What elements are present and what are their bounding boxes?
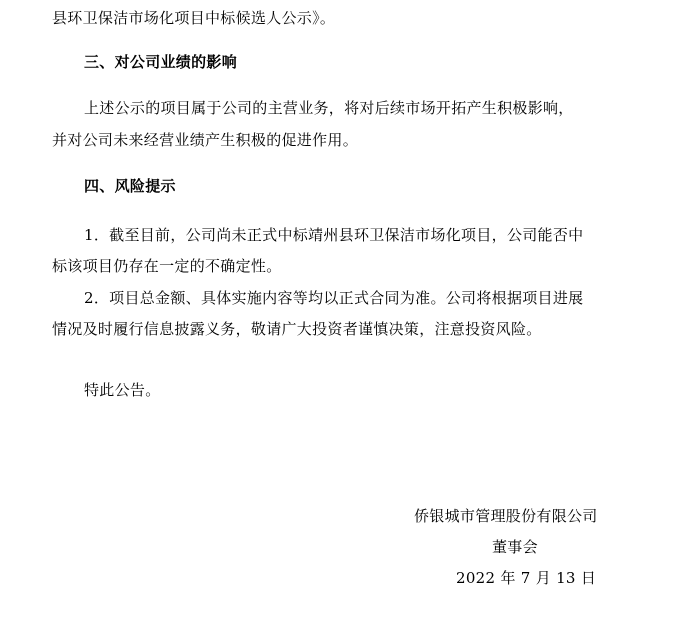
signature-board: 董事会 — [492, 538, 538, 556]
closing-text: 特此公告。 — [84, 381, 161, 399]
intro-tail-text: 县环卫保洁市场化项目中标候选人公示》。 — [52, 9, 336, 27]
section3-heading: 三、对公司业绩的影响 — [84, 53, 238, 71]
risk-item1-line1: 1．截至目前，公司尚未正式中标靖州县环卫保洁市场化项目，公司能否中 — [84, 226, 584, 244]
signature-date: 2022 年 7 月 13 日 — [456, 569, 597, 587]
risk-item2-line2: 情况及时履行信息披露义务，敬请广大投资者谨慎决策，注意投资风险。 — [52, 320, 542, 338]
risk-item2-line1: 2．项目总金额、具体实施内容等均以正式合同为准。公司将根据项目进展 — [84, 289, 584, 307]
signature-company: 侨银城市管理股份有限公司 — [414, 507, 598, 525]
section4-heading: 四、风险提示 — [84, 177, 176, 195]
risk-item1-line2: 标该项目仍存在一定的不确定性。 — [52, 257, 282, 275]
section3-paragraph-line2: 并对公司未来经营业绩产生积极的促进作用。 — [52, 131, 359, 149]
section3-paragraph-line1: 上述公示的项目属于公司的主营业务，将对后续市场开拓产生积极影响， — [84, 99, 574, 117]
